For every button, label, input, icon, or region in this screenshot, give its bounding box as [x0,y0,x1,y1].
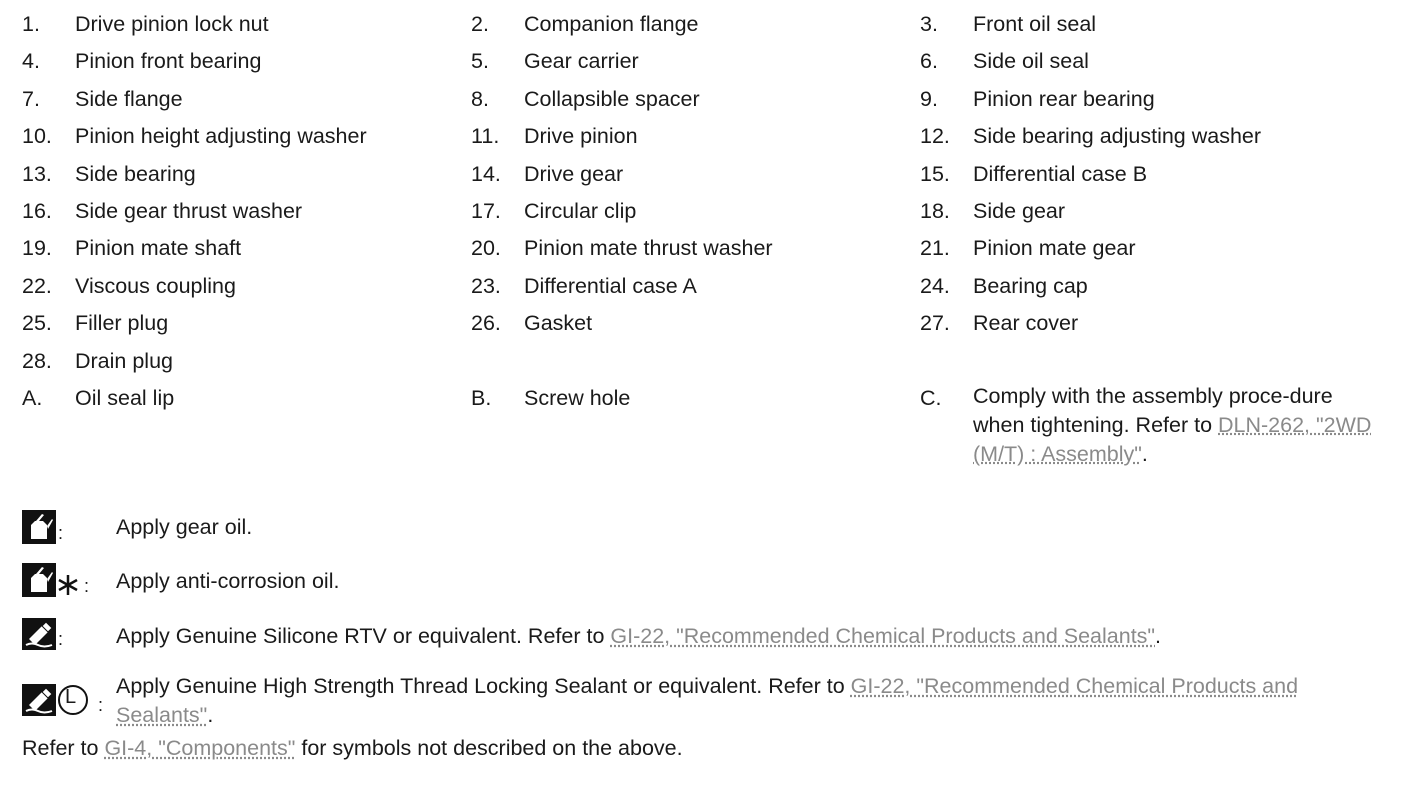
note-text [973,382,1373,469]
part-name: Pinion height adjusting washer [75,124,367,149]
assembly-link[interactable]: DLN-262, "2WD (M/T) : Assembly" [973,412,1372,466]
silicone-period: . [1155,624,1162,648]
thread-lock-sealants-link[interactable]: GI-22, "Recommended Chemical Products and Sealants" [116,674,1299,727]
footer-note [22,736,683,761]
part-name: Side gear [973,198,1066,223]
part-name: Gasket [524,311,593,336]
part-number: 15. [920,161,950,186]
symbol-colon: : [58,629,64,649]
anti-corrosion-text: Apply anti-corrosion oil. [116,569,340,593]
parts-row [22,236,1402,273]
part-name: Pinion mate thrust washer [524,236,773,261]
thread-lock-icon-letter: L [65,686,77,708]
part-name: Gear carrier [524,49,639,74]
part-name: Front oil seal [973,12,1097,36]
part-name: Side oil seal [973,49,1089,74]
thread-lock-icon [22,682,90,716]
note-c-period: . [1141,441,1148,466]
silicone-text [116,624,1161,649]
part-number: 26. [471,311,501,336]
part-number: 24. [920,273,950,298]
note-letter: A. [22,385,43,410]
part-name: Bearing cap [973,273,1088,298]
part-name: Drive pinion [524,124,638,149]
part-number: 14. [471,161,501,186]
parts-row [22,311,1402,348]
parts-row [22,274,1402,311]
silicone-text-body: Apply Genuine Silicone RTV or equivalent. Refer to [116,624,611,648]
part-name: Filler plug [75,311,169,336]
part-number: 17. [471,198,501,223]
part-number: 16. [22,198,52,223]
part-name: Drive gear [524,161,624,186]
part-number: 19. [22,236,52,261]
part-number: 8. [471,86,489,111]
part-name: Circular clip [524,198,637,223]
gear-oil-text: Apply gear oil. [116,515,253,539]
part-number: 18. [920,198,950,223]
symbol-colon: : [97,695,103,715]
part-number: 25. [22,311,52,336]
part-number: 10. [22,124,52,149]
part-number: 4. [22,49,40,74]
parts-row [22,349,1402,386]
part-number: 2. [471,12,489,36]
part-name: Drain plug [75,348,173,373]
part-name: Side bearing adjusting washer [973,124,1262,149]
footer-text-after: for symbols not described on the above. [295,736,683,760]
part-number: 12. [920,124,950,149]
parts-row [22,12,1402,49]
footer-text-before: Refer to [22,736,105,760]
part-number: 27. [920,311,950,336]
components-link[interactable]: GI-4, "Components" [104,736,296,760]
silicone-symbol [22,618,63,650]
parts-row [22,124,1402,161]
part-name: Pinion rear bearing [973,86,1155,111]
note-c-text: Comply with the assembly proce-dure when tightening. Refer to [973,383,1333,437]
part-number: 11. [471,124,500,149]
parts-row [22,49,1402,86]
gear-oil-symbol [22,510,63,544]
parts-row [22,87,1402,124]
part-name: Viscous coupling [75,273,236,298]
part-name: Pinion front bearing [75,49,262,74]
part-name: Pinion mate gear [973,236,1136,261]
thread-lock-symbol [22,682,103,716]
anti-corrosion-symbol [22,563,89,597]
part-number: 1. [22,12,40,36]
part-number: 5. [471,49,489,74]
part-number: 6. [920,49,938,74]
part-name: Side gear thrust washer [75,198,303,223]
oil-can-asterisk-icon [22,563,82,597]
part-name: Pinion mate shaft [75,236,242,261]
part-number: 22. [22,273,52,298]
part-name: Collapsible spacer [524,86,700,111]
thread-lock-text [116,672,1376,730]
note-letter: B. [471,385,492,410]
note-letter: C. [920,385,942,410]
part-number: 7. [22,86,40,111]
part-number: 23. [471,273,501,298]
symbol-colon: : [58,523,64,543]
note-text: Oil seal lip [75,385,175,410]
parts-list [22,12,1402,466]
part-number: 9. [920,86,938,111]
symbol-colon: : [84,576,90,596]
silicone-sealants-link[interactable]: GI-22, "Recommended Chemical Products and Sealants" [610,624,1156,648]
part-name: Differential case B [973,161,1148,186]
part-number: 3. [920,12,938,36]
parts-row [22,199,1402,236]
oil-can-icon [22,510,56,544]
part-number: 21. [920,236,950,261]
part-name: Drive pinion lock nut [75,12,269,36]
part-name: Differential case A [524,273,697,298]
thread-lock-period: . [207,703,214,727]
thread-lock-text-body: Apply Genuine High Strength Thread Locking Sealant or equivalent. Refer to [116,674,851,698]
part-name: Rear cover [973,311,1079,336]
part-number: 28. [22,348,52,373]
sealant-icon [22,618,56,650]
part-name: Side bearing [75,161,196,186]
part-number: 20. [471,236,501,261]
part-name: Side flange [75,86,183,111]
part-name: Companion flange [524,12,699,36]
parts-row [22,162,1402,199]
part-number: 13. [22,161,52,186]
note-text: Screw hole [524,385,631,410]
